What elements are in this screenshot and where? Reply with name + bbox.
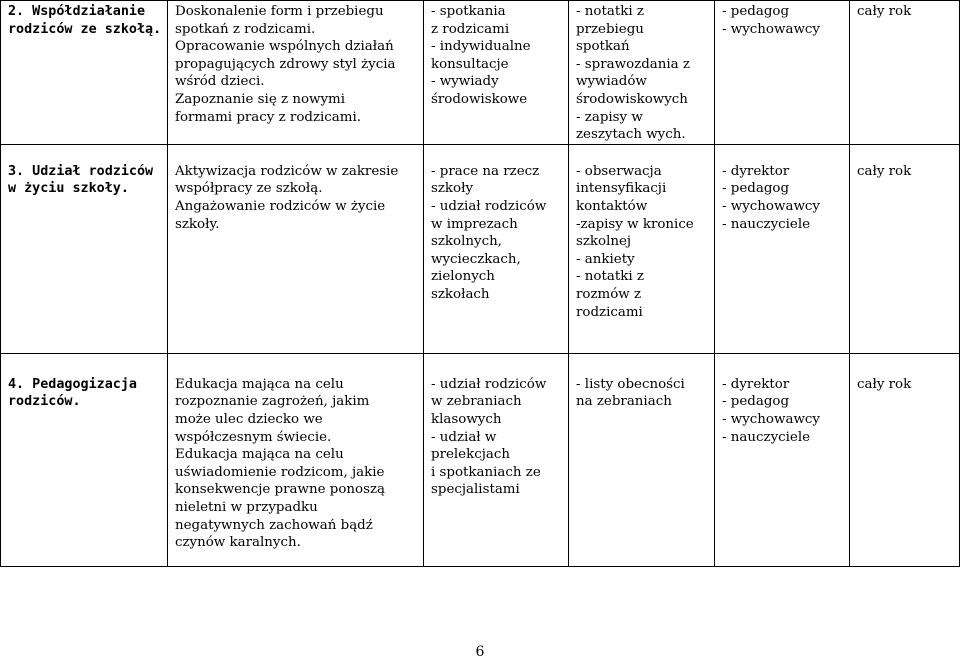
cell-line: formami pracy z rodzicami. <box>175 109 362 125</box>
cell-line: propagujących zdrowy styl życia <box>175 56 396 72</box>
cell-term <box>850 144 960 353</box>
cell-line: rozmów z <box>576 286 642 302</box>
cell-line: Opracowanie wspólnych działań <box>175 39 394 55</box>
cell-line: Zapoznanie się z nowymi <box>175 91 346 107</box>
cell-line: - prace na rzecz <box>431 163 540 179</box>
cell-line: - obserwacja <box>576 163 662 179</box>
cell-line: wycieczkach, <box>431 251 521 267</box>
cell-line: - notatki z <box>576 4 644 19</box>
cell-line: - sprawozdania z <box>576 56 690 72</box>
cell-line: rozpoznanie zagrożeń, jakim <box>175 394 370 410</box>
cell-line: - pedagog <box>722 181 790 197</box>
cell-line: nieletni w przypadku <box>175 499 318 515</box>
cell-line: - pedagog <box>722 4 790 19</box>
cell-line: spotkań z rodzicami. <box>175 21 316 37</box>
cell-line: Doskonalenie form i przebiegu <box>175 4 384 19</box>
cell-line: - pedagog <box>722 394 790 410</box>
table-row <box>1 1 960 145</box>
cell-line: - indywidualne <box>431 39 531 55</box>
cell-line: cały rok <box>857 163 912 179</box>
cell-line: - udział rodziców <box>431 198 547 214</box>
table-row <box>1 144 960 353</box>
cell-line: uświadomienie rodzicom, jakie <box>175 464 385 480</box>
cell-monitoring <box>569 353 715 566</box>
cell-line: szkolnej <box>576 234 632 250</box>
cell-line: z rodzicami <box>431 21 510 37</box>
cell-line: - listy obecności <box>576 376 685 392</box>
cell-responsible <box>715 144 850 353</box>
cell-line: i spotkaniach ze <box>431 464 541 480</box>
cell-line: - udział w <box>431 429 497 445</box>
cell-line: - spotkania <box>431 4 506 19</box>
cell-line: - nauczyciele <box>722 429 811 445</box>
cell-line: rodziców ze szkołą. <box>8 21 162 37</box>
cell-line: rodzicami <box>576 304 643 320</box>
cell-description <box>168 1 424 145</box>
cell-line: szkołach <box>431 286 490 302</box>
cell-line: kontaktów <box>576 198 648 214</box>
cell-line: szkolnych, <box>431 234 502 250</box>
cell-line: 2. Współdziałanie <box>8 4 146 19</box>
cell-line: w zebraniach <box>431 394 522 410</box>
cell-line: środowiskowych <box>576 91 688 107</box>
cell-line: - wychowawcy <box>722 198 820 214</box>
cell-line: - udział rodziców <box>431 376 547 392</box>
cell-line: specjalistami <box>431 482 520 498</box>
cell-line: zielonych <box>431 269 495 285</box>
cell-line: rodziców. <box>8 394 81 410</box>
cell-responsible <box>715 1 850 145</box>
cell-line: - zapisy w <box>576 109 643 125</box>
cell-monitoring <box>569 1 715 145</box>
cell-line: - dyrektor <box>722 376 790 392</box>
cell-line: przebiegu <box>576 21 644 37</box>
cell-task <box>1 144 168 353</box>
cell-line: konsekwencje prawne ponoszą <box>175 482 386 498</box>
cell-line: 3. Udział rodziców <box>8 163 154 179</box>
cell-forms <box>424 1 569 145</box>
cell-line: 4. Pedagogizacja <box>8 376 137 392</box>
cell-term <box>850 1 960 145</box>
cell-line: czynów karalnych. <box>175 535 301 551</box>
cell-line: cały rok <box>857 376 912 392</box>
cell-line: - dyrektor <box>722 163 790 179</box>
cell-line: zeszytach wych. <box>576 127 686 143</box>
cell-line: Aktywizacja rodziców w zakresie <box>175 163 399 179</box>
cell-line: - wywiady <box>431 74 499 90</box>
table-row <box>1 353 960 566</box>
page-number: 6 <box>475 644 485 660</box>
cell-task <box>1 1 168 145</box>
cell-line: współczesnym świecie. <box>175 429 332 445</box>
cell-line: -zapisy w kronice <box>576 216 694 232</box>
cell-line: szkoły <box>431 181 474 197</box>
cell-line: konsultacje <box>431 56 509 72</box>
cell-forms <box>424 353 569 566</box>
cell-line: klasowych <box>431 411 502 427</box>
cell-line: - wychowawcy <box>722 21 820 37</box>
cell-line: wywiadów <box>576 74 647 90</box>
cell-line: - nauczyciele <box>722 216 811 232</box>
cell-line: wśród dzieci. <box>175 74 265 90</box>
cell-line: negatywnych zachowań bądź <box>175 517 373 533</box>
cell-line: Angażowanie rodziców w życie <box>175 198 386 214</box>
cell-line: środowiskowe <box>431 91 528 107</box>
cell-monitoring <box>569 144 715 353</box>
cell-responsible <box>715 353 850 566</box>
cell-line: - ankiety <box>576 251 635 267</box>
cell-line: - wychowawcy <box>722 411 820 427</box>
cell-description <box>168 144 424 353</box>
cell-term <box>850 353 960 566</box>
cell-line: na zebraniach <box>576 394 672 410</box>
cell-line: spotkań <box>576 39 630 55</box>
cell-line: szkoły. <box>175 216 220 232</box>
cell-line: - notatki z <box>576 269 644 285</box>
cell-forms <box>424 144 569 353</box>
cell-task <box>1 353 168 566</box>
cell-line: może ulec dziecko we <box>175 411 323 427</box>
cell-line: w życiu szkoły. <box>8 181 129 197</box>
cell-line: Edukacja mająca na celu <box>175 376 344 392</box>
cell-line: cały rok <box>857 4 912 19</box>
cell-line: prelekcjach <box>431 447 510 463</box>
cell-line: współpracy ze szkołą. <box>175 181 323 197</box>
cell-line: w imprezach <box>431 216 518 232</box>
cell-line: Edukacja mająca na celu <box>175 447 344 463</box>
cell-description <box>168 353 424 566</box>
cell-line: intensyfikacji <box>576 181 667 197</box>
